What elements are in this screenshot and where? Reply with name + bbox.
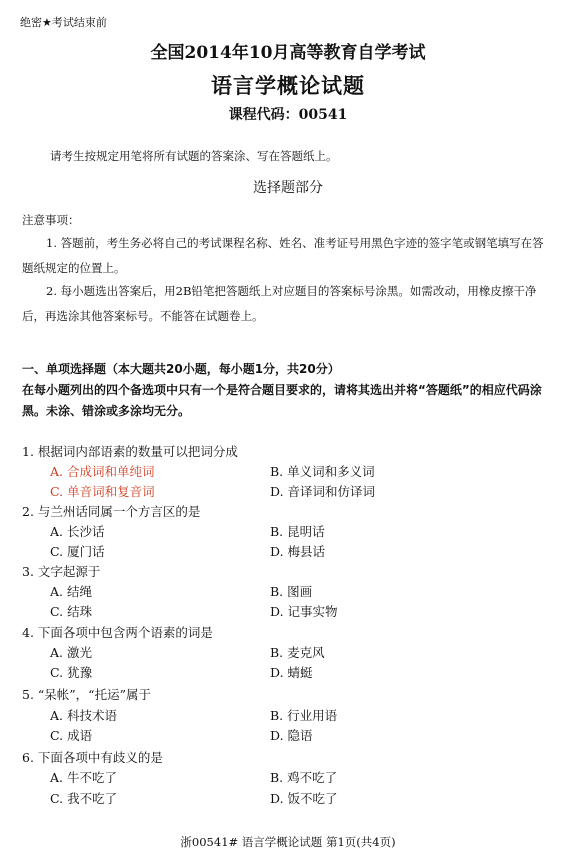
part1-description: 在每小题列出的四个备选项中只有一个是符合题目要求的，请将其选出并将“答题纸”的相应代码涂黑。未涂、错涂或多涂均无分。 bbox=[22, 383, 542, 418]
question-stem: 1. 根据词内部语素的数量可以把词分成 bbox=[22, 444, 238, 459]
question-option: C. 犹豫 bbox=[50, 665, 93, 680]
section-title: 选择题部分 bbox=[253, 180, 323, 196]
question-option: B. 图画 bbox=[270, 584, 313, 599]
question-option: B. 行业用语 bbox=[270, 708, 338, 723]
note-item: 1. 答题前，考生务必将自己的考试课程名称、姓名、准考证号用黑色字迹的签字笔或钢笔填写在答题纸规定的位置上。 bbox=[22, 236, 544, 275]
question-option: D. 梅县话 bbox=[270, 544, 326, 559]
question-option: A. 激光 bbox=[50, 645, 92, 660]
question-option: D. 饭不吃了 bbox=[270, 791, 338, 806]
note-item: 2. 每小题选出答案后，用2B铅笔把答题纸上对应题目的答案标号涂黑。如需改动，用橡皮擦干净后，再选涂其他答案标号。不能答在试题卷上。 bbox=[22, 284, 537, 323]
instruction-text: 请考生按规定用笔将所有试题的答案涂、写在答题纸上。 bbox=[50, 149, 338, 163]
question-option: D. 音译词和仿译词 bbox=[270, 484, 376, 499]
question-stem: 6. 下面各项中有歧义的是 bbox=[22, 750, 163, 765]
question-option: B. 单义词和多义词 bbox=[270, 464, 375, 479]
question-option: D. 蜻蜓 bbox=[270, 665, 313, 680]
confidential-label: 绝密★考试结束前 bbox=[20, 16, 107, 29]
notes-heading: 注意事项： bbox=[22, 213, 80, 227]
question-stem: 3. 文字起源于 bbox=[22, 564, 101, 579]
question-option: C. 厦门话 bbox=[50, 544, 105, 559]
question-option: A. 牛不吃了 bbox=[50, 770, 117, 785]
question-option: A. 结绳 bbox=[50, 584, 92, 599]
question-option: B. 鸡不吃了 bbox=[270, 770, 338, 785]
course-code: 课程代码：00541 bbox=[228, 107, 348, 123]
question-option bbox=[50, 482, 155, 500]
question-option: D. 记事实物 bbox=[270, 604, 338, 619]
question-option: C. 我不吃了 bbox=[50, 791, 118, 806]
part1-title: 一、单项选择题（本大题共20小题，每小题1分，共20分） bbox=[22, 362, 340, 376]
question-option: C. 成语 bbox=[50, 728, 93, 743]
option-text: C. 单音词和复音词 bbox=[50, 484, 155, 499]
question-option: D. 隐语 bbox=[270, 728, 313, 743]
question-option bbox=[50, 462, 154, 480]
question-stem: 2. 与兰州话同属一个方言区的是 bbox=[22, 504, 201, 519]
subject-title: 语言学概论试题 bbox=[211, 73, 365, 98]
question-option: B. 昆明话 bbox=[270, 524, 325, 539]
question-option: A. 科技术语 bbox=[50, 708, 117, 723]
question-option: C. 结珠 bbox=[50, 604, 93, 619]
question-stem: 4. 下面各项中包含两个语素的词是 bbox=[22, 625, 213, 640]
question-option: A. 长沙话 bbox=[50, 524, 105, 539]
option-text: A. 合成词和单纯词 bbox=[50, 464, 155, 479]
question-option: B. 麦克风 bbox=[270, 645, 325, 660]
question-stem: 5. “呆帐”，“托运”属于 bbox=[22, 687, 151, 702]
page-footer: 浙00541# 语言学概论试题 第1页(共4页) bbox=[180, 835, 396, 849]
exam-title: 全国2014年10月高等教育自学考试 bbox=[150, 43, 426, 63]
